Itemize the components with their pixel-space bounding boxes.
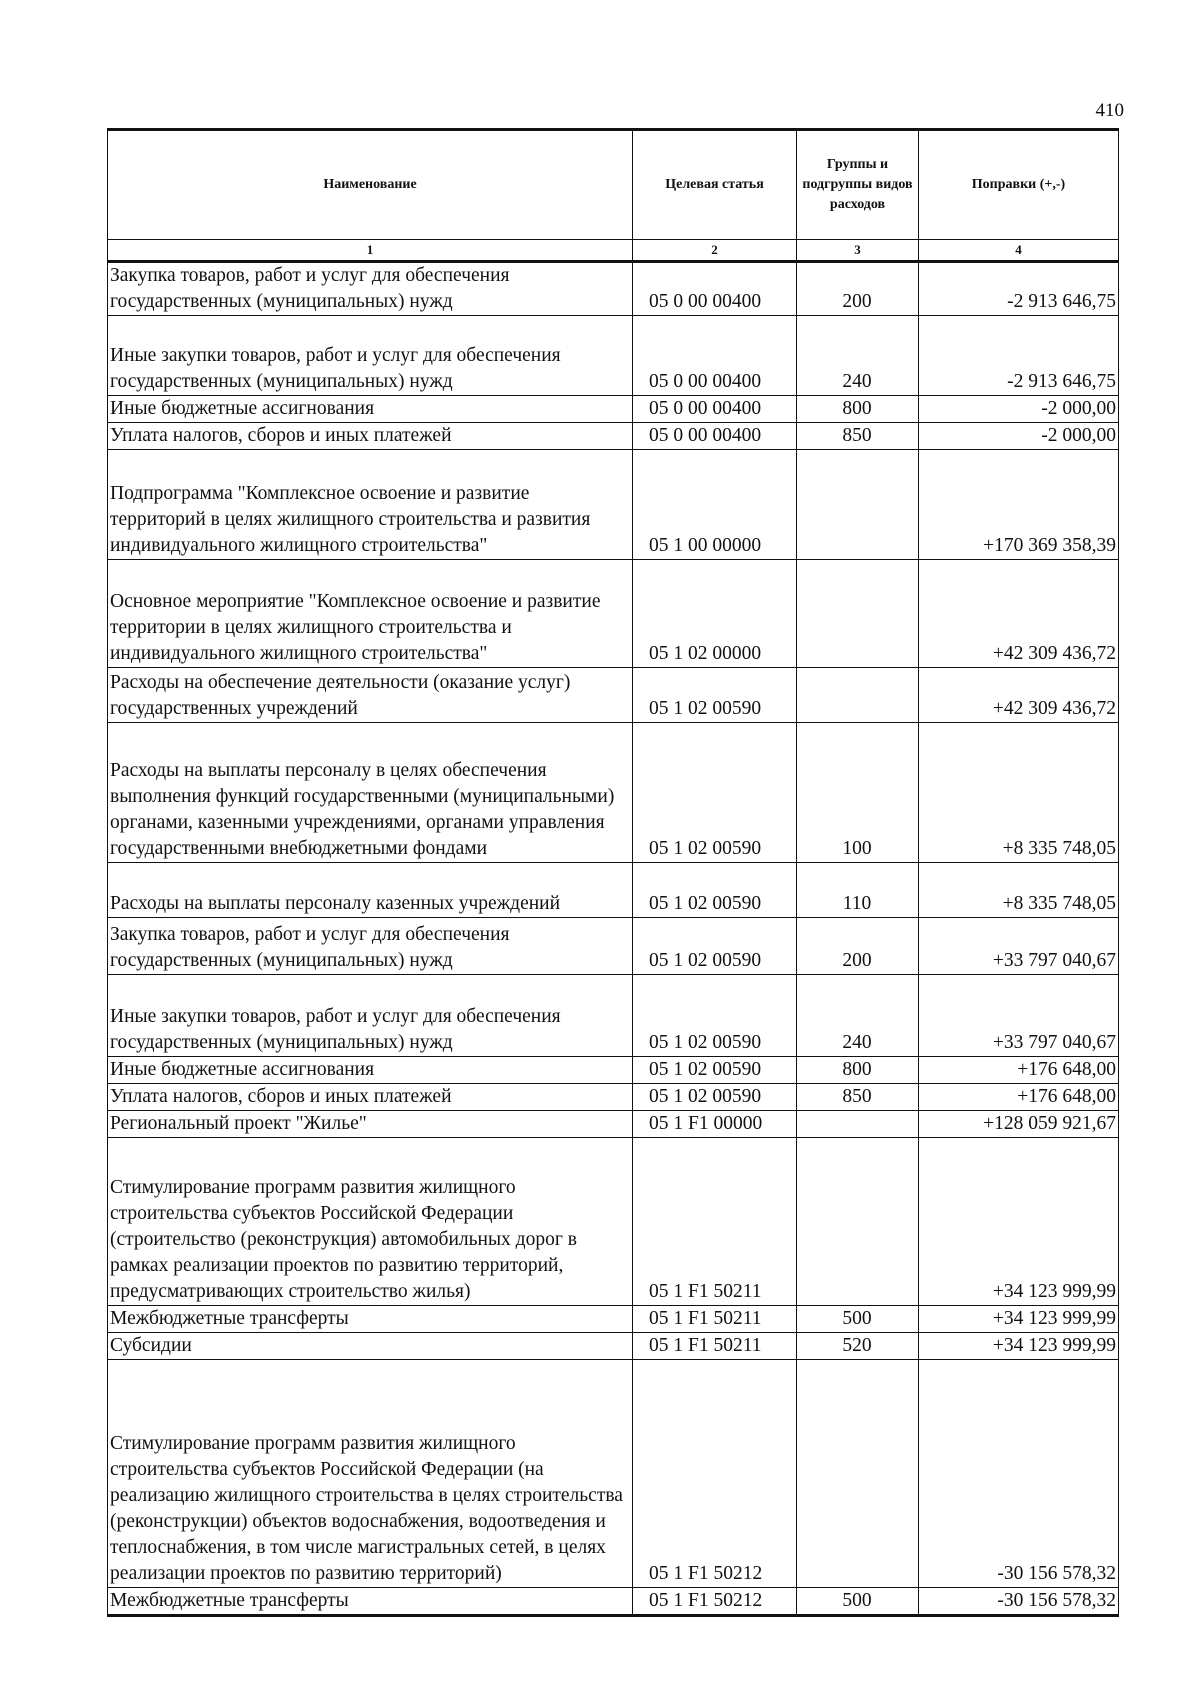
table-row [108,975,1119,1057]
row-expense-group: 800 [797,396,919,423]
row-expense-group: 110 [797,863,919,918]
row-amendment: +176 648,00 [919,1084,1119,1111]
column-header-name: Наименование [108,130,633,240]
row-expense-group [797,450,919,560]
row-name: Иные закупки товаров, работ и услуг для обеспечения государственных (муниципальных) нужд [108,975,633,1057]
row-name: Уплата налогов, сборов и иных платежей [108,1084,633,1111]
row-amendment: -2 000,00 [919,396,1119,423]
row-expense-group: 240 [797,316,919,396]
table-row [108,918,1119,975]
row-expense-group: 800 [797,1057,919,1084]
row-name: Стимулирование программ развития жилищного строительства субъектов Российской Федерации (строительство (реконструкция) автомобильных дорог в рамках реализации проектов по развитию территорий, предусматривающих строительство жилья) [108,1138,633,1306]
row-name: Иные бюджетные ассигнования [108,396,633,423]
row-name: Межбюджетные трансферты [108,1306,633,1333]
row-expense-group [797,1138,919,1306]
row-name: Закупка товаров, работ и услуг для обеспечения государственных (муниципальных) нужд [108,262,633,316]
table-row [108,1138,1119,1306]
row-expense-group: 500 [797,1306,919,1333]
table-row [108,1588,1119,1616]
row-expense-group: 520 [797,1333,919,1360]
row-amendment: +8 335 748,05 [919,723,1119,863]
row-amendment: +128 059 921,67 [919,1111,1119,1138]
row-target-article: 05 1 02 00590 [633,668,797,723]
row-target-article: 05 1 F1 50211 [633,1333,797,1360]
table-header-row [108,130,1119,240]
row-target-article: 05 1 F1 50212 [633,1360,797,1588]
row-amendment: -2 913 646,75 [919,262,1119,316]
row-name: Иные бюджетные ассигнования [108,1057,633,1084]
row-target-article: 05 1 02 00000 [633,560,797,668]
column-header-amendments: Поправки (+,-) [919,130,1119,240]
table-row [108,560,1119,668]
row-expense-group [797,560,919,668]
row-name: Стимулирование программ развития жилищного строительства субъектов Российской Федерации (на реализацию жилищного строительства в целях строительства (реконструкции) объектов водоснабжения, водоотведения и теплоснабжения, в том числе магистральных сетей, в целях реализации проектов по развитию территорий) [108,1360,633,1588]
row-target-article: 05 0 00 00400 [633,262,797,316]
row-target-article: 05 0 00 00400 [633,423,797,450]
row-amendment: -2 913 646,75 [919,316,1119,396]
column-number: 2 [633,240,797,262]
table-row [108,396,1119,423]
row-amendment: -2 000,00 [919,423,1119,450]
row-name: Иные закупки товаров, работ и услуг для обеспечения государственных (муниципальных) нужд [108,316,633,396]
row-target-article: 05 1 F1 50212 [633,1588,797,1616]
row-amendment: -30 156 578,32 [919,1360,1119,1588]
row-target-article: 05 1 02 00590 [633,1057,797,1084]
row-expense-group [797,668,919,723]
row-amendment: +42 309 436,72 [919,668,1119,723]
column-number: 1 [108,240,633,262]
column-header-target-article: Целевая статья [633,130,797,240]
row-target-article: 05 1 00 00000 [633,450,797,560]
row-name: Расходы на выплаты персоналу в целях обеспечения выполнения функций государственными (муниципальными) органами, казенными учреждениями, органами управления государственными внебюджетными фондами [108,723,633,863]
row-target-article: 05 1 F1 00000 [633,1111,797,1138]
row-expense-group [797,1111,919,1138]
row-amendment: +176 648,00 [919,1057,1119,1084]
column-header-expense-groups: Группы и подгруппы видов расходов [797,130,919,240]
row-name: Расходы на обеспечение деятельности (оказание услуг) государственных учреждений [108,668,633,723]
row-name: Подпрограмма "Комплексное освоение и развитие территорий в целях жилищного строительства и развития индивидуального жилищного строительства" [108,450,633,560]
row-target-article: 05 1 02 00590 [633,723,797,863]
row-amendment: +42 309 436,72 [919,560,1119,668]
table-row [108,1057,1119,1084]
row-amendment: +33 797 040,67 [919,975,1119,1057]
row-amendment: +33 797 040,67 [919,918,1119,975]
row-expense-group: 200 [797,262,919,316]
row-expense-group: 200 [797,918,919,975]
row-target-article: 05 1 02 00590 [633,863,797,918]
row-expense-group: 850 [797,1084,919,1111]
table-row [108,723,1119,863]
page-number: 410 [1095,100,1124,121]
column-number-row [108,240,1119,262]
row-expense-group: 240 [797,975,919,1057]
row-amendment: +8 335 748,05 [919,863,1119,918]
row-target-article: 05 1 02 00590 [633,975,797,1057]
row-expense-group: 100 [797,723,919,863]
row-expense-group [797,1360,919,1588]
column-number: 3 [797,240,919,262]
row-amendment: +34 123 999,99 [919,1333,1119,1360]
table-row [108,863,1119,918]
table-row [108,1333,1119,1360]
row-target-article: 05 1 02 00590 [633,918,797,975]
row-amendment: +34 123 999,99 [919,1306,1119,1333]
table-row [108,262,1119,316]
table-row [108,1084,1119,1111]
table-row [108,1360,1119,1588]
row-name: Региональный проект "Жилье" [108,1111,633,1138]
row-name: Субсидии [108,1333,633,1360]
table-row [108,450,1119,560]
row-target-article: 05 1 F1 50211 [633,1306,797,1333]
row-expense-group: 850 [797,423,919,450]
row-name: Межбюджетные трансферты [108,1588,633,1616]
row-amendment: +170 369 358,39 [919,450,1119,560]
table-row [108,1306,1119,1333]
table-row [108,423,1119,450]
table-row [108,668,1119,723]
row-expense-group: 500 [797,1588,919,1616]
row-name: Расходы на выплаты персоналу казенных учреждений [108,863,633,918]
row-name: Закупка товаров, работ и услуг для обеспечения государственных (муниципальных) нужд [108,918,633,975]
table-row [108,1111,1119,1138]
row-target-article: 05 1 F1 50211 [633,1138,797,1306]
row-target-article: 05 1 02 00590 [633,1084,797,1111]
row-name: Уплата налогов, сборов и иных платежей [108,423,633,450]
row-amendment: +34 123 999,99 [919,1138,1119,1306]
budget-amendments-table [107,128,1119,1617]
row-name: Основное мероприятие "Комплексное освоение и развитие территории в целях жилищного строительства и индивидуального жилищного строительства" [108,560,633,668]
row-amendment: -30 156 578,32 [919,1588,1119,1616]
table-row [108,316,1119,396]
row-target-article: 05 0 00 00400 [633,396,797,423]
row-target-article: 05 0 00 00400 [633,316,797,396]
column-number: 4 [919,240,1119,262]
